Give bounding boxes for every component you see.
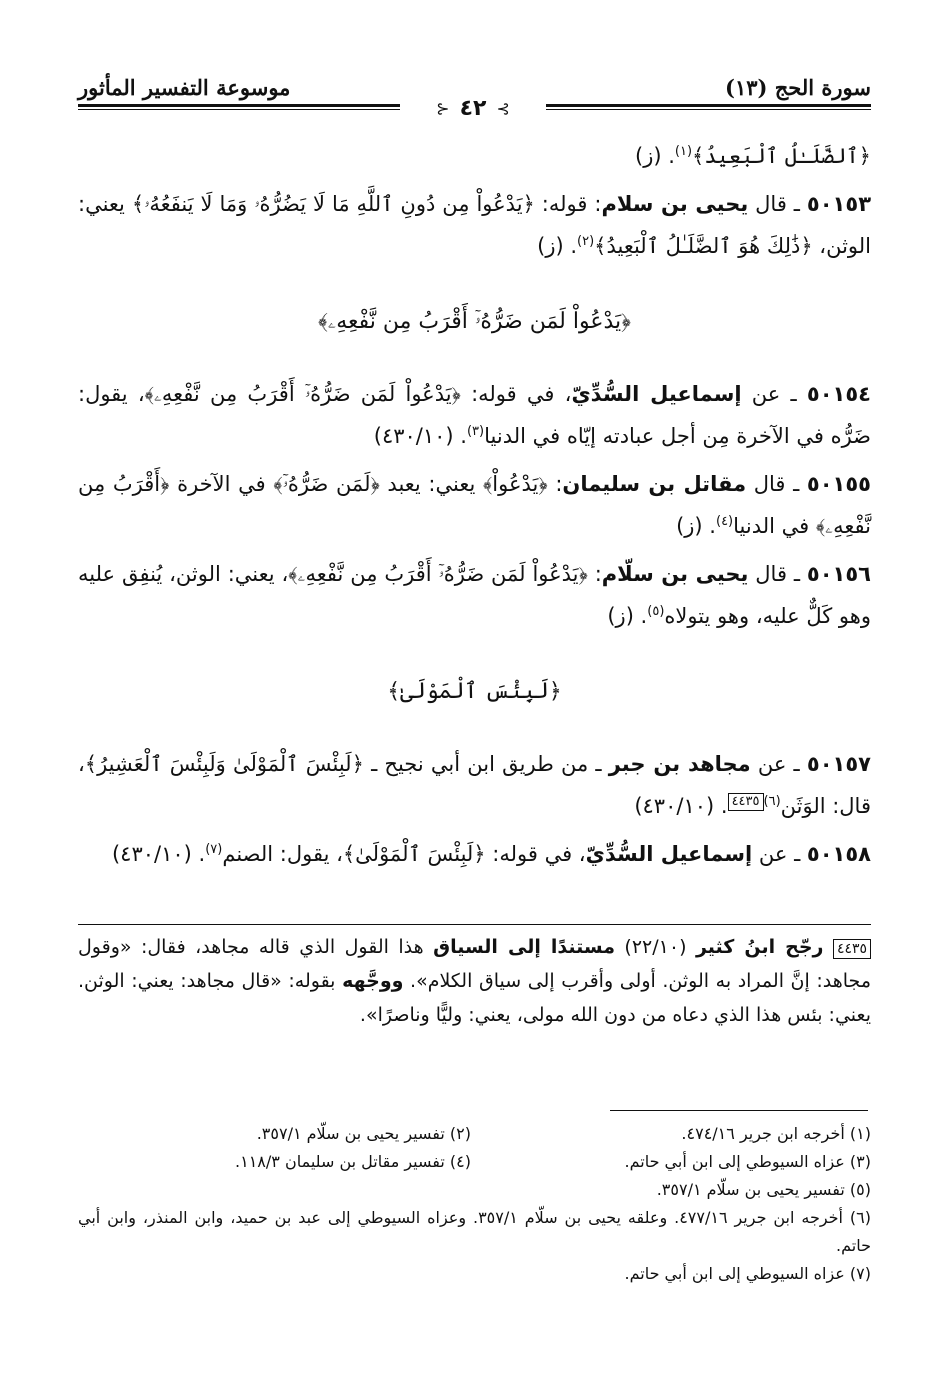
footnotes: [78, 1120, 871, 1288]
footnote-ref: (٥): [647, 604, 665, 619]
page-number-block: [400, 94, 546, 122]
entry-number: ٥٠١٥٣: [806, 192, 872, 216]
entry-lead: ـ قال: [748, 192, 807, 216]
footnote: (٤) تفسير مقاتل بن سليمان ١١٨/٣.: [235, 1152, 471, 1171]
entry-lead: ـ عن: [750, 752, 807, 776]
main-text: [78, 135, 871, 881]
entry-text: : ﴿يَدْعُواْ لَمَن ضَرُّهُۥٓ أَقْرَبُ مِن نَّفْعِهِۦ﴾، يعني: الوثن، يُنفِق عليه وهو كَلٌّ عليه، وهو يتولاه: [78, 562, 871, 628]
quran-quote: ﴿ٱلضَّلَـٰلُ ٱلْبَعِيدُ﴾: [692, 144, 871, 168]
narration-entry: [78, 373, 871, 457]
series-title: موسوعة التفسير المأثور: [78, 74, 291, 100]
narration-entry: [78, 743, 871, 827]
footnote: (٧) عزاه السيوطي إلى ابن أبي حاتم.: [624, 1264, 871, 1283]
narrator-name: يحيى بن سلّام: [601, 562, 749, 586]
note-number-box: ٤٤٣٥: [833, 939, 871, 959]
footnote-row: [78, 1120, 871, 1148]
footnote-ref: (٢): [577, 234, 595, 249]
footnote: (٦) أخرجه ابن جرير ٤٧٧/١٦. وعلقه يحيى بن سلّام ٣٥٧/١. وعزاه السيوطي إلى عبد بن حميد، وابن المنذر، وابن أبي حاتم.: [78, 1208, 872, 1255]
verse-heading: ﴿يَدْعُواْ لَمَن ضَرُّهُۥٓ أَقْرَبُ مِن نَّفْعِهِۦ﴾: [318, 309, 631, 334]
note-reference-box[interactable]: ٤٤٣٥: [728, 793, 764, 811]
page-number: ٤٢: [459, 95, 487, 121]
entry-text: : قوله: ﴿يَدْعُواْ مِن دُونِ ٱللَّهِ مَا لَا يَضُرُّهُۥ وَمَا لَا يَنفَعُهُۥ﴾ يعني: الوثن، ﴿ذَٰلِكَ هُوَ ٱلضَّلَـٰلُ ٱلْبَعِيدُ﴾: [78, 192, 871, 258]
entry-text: ـ من طريق ابن أبي نجيح ـ ﴿لَبِئْسَ ٱلْمَوْلَىٰ وَلَبِئْسَ ٱلْعَشِيرُ﴾، قال: الوَثَن: [78, 752, 871, 818]
footnote-ref: (٤): [715, 514, 734, 529]
entry-tail: . (٤٣٠/١٠): [634, 794, 728, 818]
narrator-name: إسماعيل السُّدِّيّ: [571, 382, 742, 406]
footnote-ref: (٧): [205, 842, 223, 857]
note-bold: رجّح ابنُ كثير: [695, 936, 824, 958]
verse-heading: ﴿لَبِئْسَ ٱلْمَوْلَىٰ﴾: [387, 679, 562, 704]
narrator-name: إسماعيل السُّدِّيّ: [585, 842, 753, 866]
footnote: (١) أخرجه ابن جرير ٤٧٤/١٦.: [681, 1124, 871, 1143]
entry-number: ٥٠١٥٧: [806, 752, 871, 776]
continuation-line: [78, 135, 871, 177]
footnote-ref: (٦): [763, 794, 781, 809]
entry-number: ٥٠١٥٥: [806, 472, 871, 496]
entry-lead: ـ عن: [741, 382, 807, 406]
entry-lead: ـ قال: [746, 472, 807, 496]
narration-entry: [78, 183, 871, 267]
footnote: (٥) تفسير يحيى بن سلّام ٣٥٧/١.: [656, 1180, 871, 1199]
entry-tail: . (٤٣٠/١٠): [111, 842, 206, 866]
footnote: (٣) عزاه السيوطي إلى ابن أبي حاتم.: [624, 1152, 871, 1171]
narration-entry: [78, 553, 871, 637]
note-ref: (٢٢/١٠): [614, 936, 696, 958]
entry-number: ٥٠١٥٨: [806, 842, 871, 866]
commentary-note: [78, 930, 871, 1032]
narrator-name: مجاهد بن جبر: [608, 752, 751, 776]
entry-number: ٥٠١٥٦: [806, 562, 871, 586]
entry-lead: ـ قال: [748, 562, 807, 586]
note-separator: [78, 924, 871, 925]
entry-tail: . (٤٣٠/١٠): [373, 424, 467, 448]
entry-text: ، في قوله: ﴿لَبِئْسَ ٱلْمَوْلَىٰ﴾، يقول: الصنم: [222, 842, 586, 866]
entry-text: : ﴿يَدْعُواْ﴾ يعني: يعبد ﴿لَمَن ضَرُّهُۥٓ﴾ في الآخرة ﴿أَقْرَبُ مِن نَّفْعِهِۦ﴾ في الدنيا: [78, 472, 871, 538]
entry-tail: . (ز): [607, 604, 648, 628]
entry-tail: . (ز): [635, 144, 675, 168]
ornament-icon: ⊰: [436, 98, 450, 118]
narration-entry: [78, 833, 871, 875]
narrator-name: يحيى بن سلام: [601, 192, 749, 216]
entry-lead: ـ عن: [752, 842, 807, 866]
note-bold: مستندًا إلى السياق: [433, 936, 615, 958]
note-bold: ووجَّهه: [342, 970, 404, 992]
entry-tail: . (ز): [676, 514, 716, 538]
note-text: هذا القول الذي قاله مجاهد، فقال: «وقول مجاهد: إنَّ المراد به الوثن. أولى وأقرب إلى سياق الكلام».: [78, 936, 871, 992]
ornament-icon: ⊱: [496, 98, 510, 118]
footnote-rule: [610, 1110, 868, 1111]
footnote: (٢) تفسير يحيى بن سلّام ٣٥٧/١.: [256, 1124, 471, 1143]
footnote-row: [78, 1148, 871, 1176]
surah-title: سورة الحج (١٣): [725, 74, 871, 100]
footnote-ref: (١): [674, 144, 693, 159]
footnote-ref: (٣): [466, 424, 485, 439]
entry-number: ٥٠١٥٤: [806, 382, 871, 406]
note-text: بقوله: «قال مجاهد: يعني: الوثن. يعني: بئس هذا الذي دعاه من دون الله مولى، يعني: وليًّا وناصرًا».: [78, 970, 871, 1026]
entry-text: ، في قوله: ﴿يَدْعُواْ لَمَن ضَرُّهُۥٓ أَقْرَبُ مِن نَّفْعِهِۦ﴾، يقول: ضَرُّه في الآخرة مِن أجل عبادته إيّاه في الدنيا: [78, 382, 871, 448]
narrator-name: مقاتل بن سليمان: [562, 472, 747, 496]
entry-tail: . (ز): [537, 234, 578, 258]
narration-entry: [78, 463, 871, 547]
